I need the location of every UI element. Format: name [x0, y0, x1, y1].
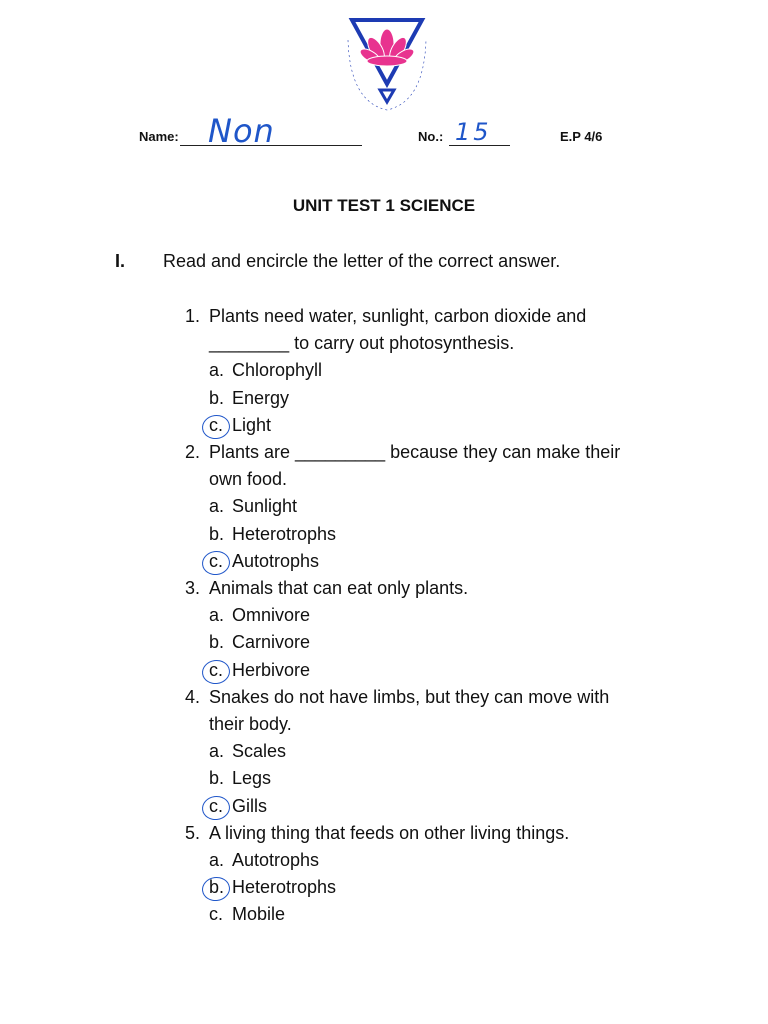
class-label: E.P 4/6 — [560, 129, 603, 144]
option-text: Heterotrophs — [232, 877, 337, 898]
option-text: Mobile — [232, 904, 286, 925]
option-letter: b. — [209, 768, 225, 789]
option-text: Light — [232, 414, 272, 435]
answer-circle-mark — [200, 794, 231, 822]
answer-circle-mark — [200, 658, 231, 686]
option-letter: a. — [209, 605, 225, 626]
option-letter: c. — [209, 550, 224, 571]
option-text: Energy — [232, 387, 290, 408]
option-letter: a. — [209, 850, 225, 870]
option-text: Scales — [232, 741, 287, 762]
option-text: Sunlight — [232, 496, 298, 517]
option-letter: a. — [209, 496, 225, 517]
option-letter: a. — [209, 360, 225, 381]
question-text: ________ to carry out photosynthesis. — [209, 333, 515, 354]
answer-circle-mark — [200, 549, 231, 577]
question-text: Plants need water, sunlight, carbon dioxide and — [209, 306, 587, 326]
option-letter: c. — [209, 414, 224, 435]
number-label: No.: — [418, 129, 444, 144]
option-letter: a. — [209, 741, 225, 762]
option-letter: c. — [209, 795, 224, 816]
question-text: A living thing that feeds on other living things. — [209, 822, 570, 843]
question-text: own food. — [209, 469, 288, 490]
page-title: UNIT TEST 1 SCIENCE — [292, 196, 476, 215]
option-letter: b. — [209, 523, 225, 544]
question-text: Snakes do not have limbs, but they can move with — [209, 686, 610, 707]
option-text: Autotrophs — [232, 850, 320, 870]
option-letter: b. — [209, 387, 225, 408]
option-text: Omnivore — [232, 605, 311, 626]
question-number: 1. — [185, 306, 201, 326]
option-text: Heterotrophs — [232, 523, 337, 544]
section-instruction: Read and encircle the letter of the correct answer. — [163, 251, 561, 271]
question-number: 3. — [185, 578, 201, 598]
option-text: Chlorophyll — [232, 360, 323, 381]
option-letter: b. — [209, 877, 225, 898]
question-text: Animals that can eat only plants. — [209, 578, 469, 598]
question-number: 2. — [185, 442, 201, 462]
question-text: Plants are _________ because they can make their — [209, 442, 621, 462]
number-handwritten: 15 — [455, 118, 492, 146]
option-letter: c. — [209, 659, 224, 680]
option-letter: b. — [209, 632, 225, 653]
answer-circle-mark — [200, 413, 231, 441]
name-handwritten: Non — [208, 112, 275, 150]
option-letter: c. — [209, 904, 224, 925]
option-text: Gills — [232, 795, 267, 816]
question-number: 5. — [185, 822, 201, 843]
answer-circle-mark — [200, 875, 231, 903]
school-logo-icon — [330, 14, 440, 120]
option-text: Autotrophs — [232, 550, 320, 571]
name-label: Name: — [139, 129, 179, 144]
option-text: Legs — [232, 768, 272, 789]
question-number: 4. — [185, 686, 201, 707]
option-text: Herbivore — [232, 659, 311, 680]
section-number: I. — [115, 251, 126, 271]
option-text: Carnivore — [232, 632, 311, 653]
question-text: their body. — [209, 714, 292, 734]
